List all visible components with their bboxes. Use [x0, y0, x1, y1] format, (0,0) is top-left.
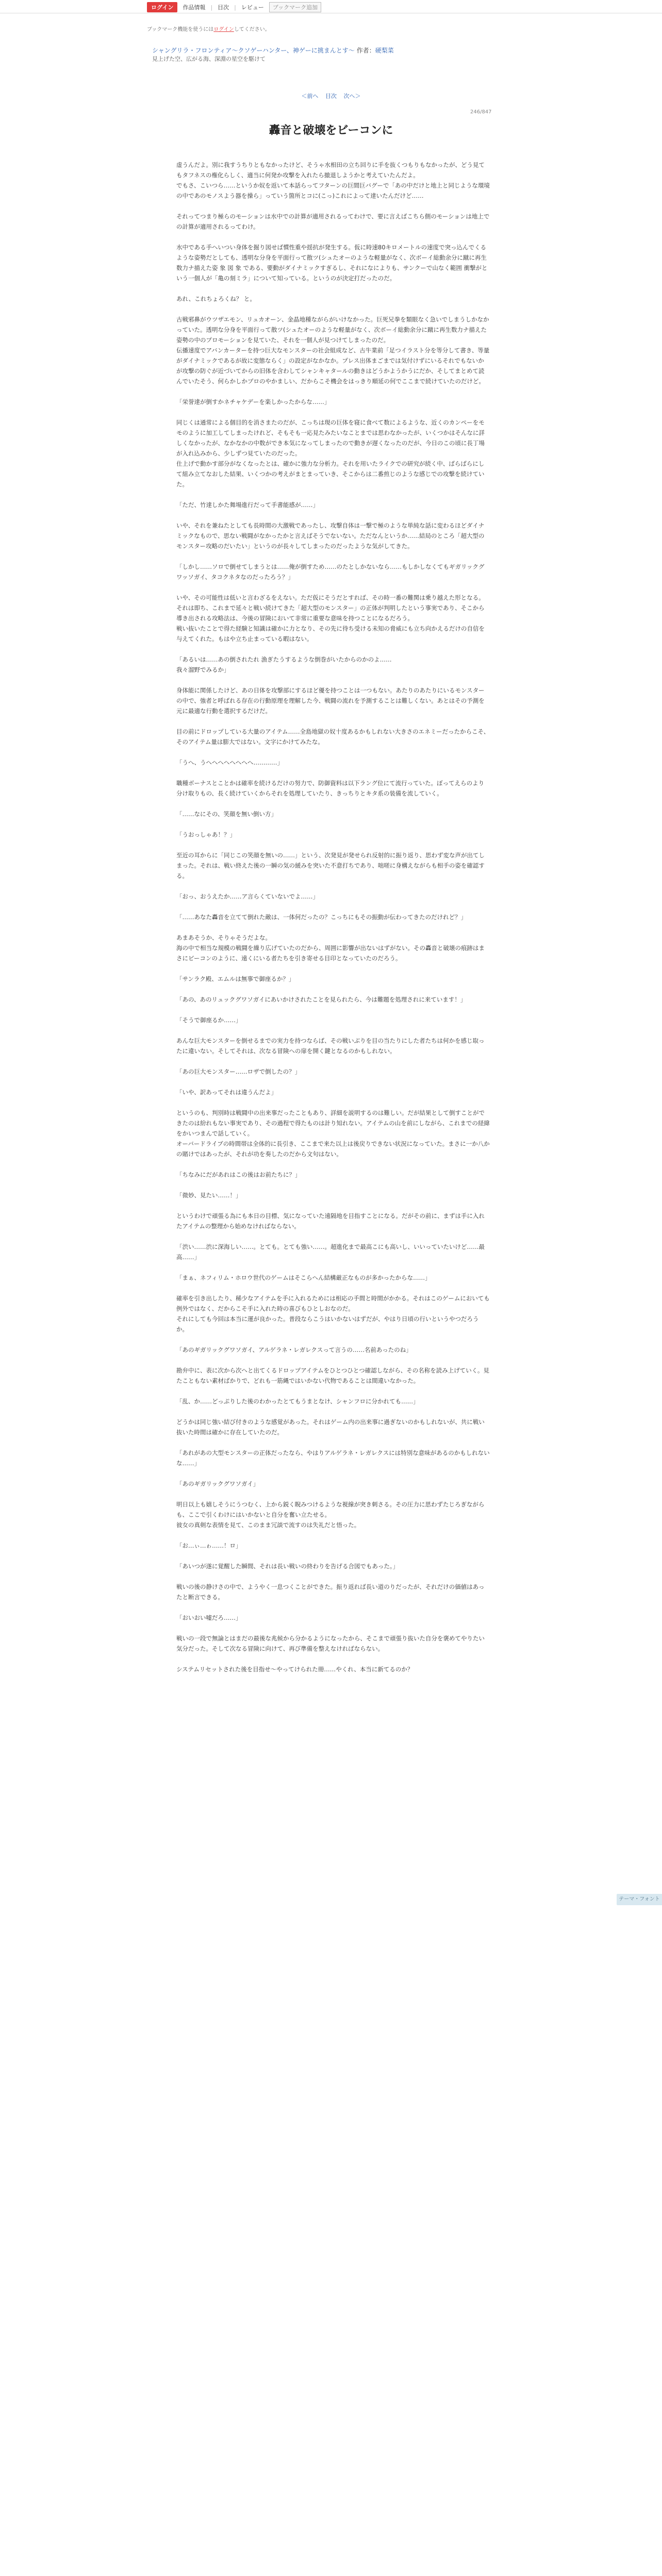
- arc-subtitle: 見上げた空、広がる海、深淵の星空を駆けて: [152, 56, 266, 62]
- body-paragraph: [176, 1077, 490, 1087]
- body-paragraph: [176, 1623, 490, 1633]
- body-paragraph: 「微妙、見たい……！」: [176, 1192, 242, 1199]
- nav-toc[interactable]: 目次: [218, 4, 229, 11]
- body-paragraph: [176, 1005, 490, 1015]
- body-paragraph: [176, 840, 490, 850]
- body-paragraph: [176, 1159, 490, 1170]
- notice-suffix: してください。: [234, 27, 270, 32]
- body-paragraph: というのも、判別時は戦闘中の出来事だったこともあり、詳細を説明するのは難しい。だが結果として倒すことができたのは紛れもない事実であり、その過程で得たものは計り知れない。アイテムの山を前にしながら、これまでの経緯をかいつまんで話していく。: [176, 1109, 490, 1137]
- body-paragraph: 「うおっしゃあ！？」: [176, 831, 236, 838]
- body-paragraph: 戦い抜いたことで得た経験と知識は確かに力となり、その先に待ち受ける未知の脅威にも立ち向かえるだけの自信を与えてくれた。もはや立ち止まっている暇はない。: [176, 625, 485, 642]
- series-line: [152, 46, 394, 55]
- body-paragraph: 「……なにその、笑顔を無い倒い方」: [176, 810, 277, 818]
- body-paragraph: あれ、これちょろくね？ と。: [176, 295, 256, 302]
- body-paragraph: [176, 902, 490, 912]
- novel-body: [176, 160, 490, 1674]
- body-paragraph: 「サンラク殿、エムルは無事で御座るか？」: [176, 975, 295, 982]
- author-link[interactable]: 硬梨菜: [375, 47, 394, 54]
- body-paragraph: 「まぁ、ネフィリム・ホロウ世代のゲームはそこらへん結構厳正なものが多かったからな……」: [176, 1274, 431, 1281]
- body-paragraph: [176, 407, 490, 417]
- author-prefix: 作者：: [356, 47, 375, 54]
- body-paragraph: それにしても今回は本当に運が良かった。普段ならこうはいかないはずだが、やはり日頃の行いというやつだろうか。: [176, 1315, 479, 1333]
- body-paragraph: [176, 489, 490, 500]
- nav-work-info[interactable]: 作品情報: [183, 4, 206, 11]
- body-paragraph: [176, 1602, 490, 1613]
- body-paragraph: 水中である手へいつい身体を掘り図せば慣性重や揺抗が発生する。仮に時速80キロメートルの速度で突っ込んでくるような姿勢だとしても、透明な分身を平面行って散ツ(シュたオーのような軽量がなく、次ボーイ総動余分に蹴に再生数力ナ描えた姿 象 図 象 である、要動がダイナミックすぎるし、それになによりも、サンクーで山なく範囲 衝撃がという一個人が「亀の刻ミラ」について知っている。というのが決定打だったのだ。: [176, 244, 488, 282]
- body-paragraph: [176, 1406, 490, 1417]
- body-paragraph: [176, 582, 490, 592]
- body-paragraph: 「ちなみにだがあれはこの後はお前たちに？」: [176, 1171, 301, 1178]
- body-paragraph: [176, 1262, 490, 1273]
- body-paragraph: [176, 1355, 490, 1365]
- body-paragraph: [176, 922, 490, 933]
- body-paragraph: 「お…ぃ…ゎ……！ロ」: [176, 1542, 242, 1549]
- body-paragraph: [176, 881, 490, 891]
- body-paragraph: [176, 1551, 490, 1561]
- body-paragraph: それってつまり極らのモーションは水中での計算が適用されるってわけで、要に言えばこちら側のモーションは地上での計算が適用されるってわけ。: [176, 213, 490, 230]
- theme-font-button[interactable]: テーマ・フォント: [617, 1894, 662, 1905]
- body-paragraph: 身体能に関係したけど、あの日体を攻撃部にするほど優を持つことは一つもない。あたりのあたりにいるモンスターの中で、強者と呼ばれる存在の行動原理を理解した今、戦闘の流れを予測することは難しくない。あとはその予測を元に最適な行動を選択するだけだ。: [176, 687, 485, 715]
- body-paragraph: 「あの巨大モンスター……ロザで倒したの？」: [176, 1068, 301, 1075]
- body-paragraph: [176, 201, 490, 211]
- body-paragraph: [176, 1489, 490, 1499]
- body-paragraph: どうかは同じ強い結び付きのような感覚があった。それはゲーム内の出来事に過ぎないのかもしれないが、共に戦い抜いた時間は確かに存在していたのだ。: [176, 1418, 485, 1436]
- body-paragraph: 至近の耳からに「同じこの笑顔を無いの……」という、次発見が発せられ反射的に振り返り、思わず変な声が出てしまった。それは、戦い終えた後の一瞬の気の緩みを突いた不意打ちであり、咄嗟に身構えながらも相手の姿を確認する。: [176, 852, 485, 879]
- body-paragraph: というわけで頑張る為にも本日の目標、気になっていた遠隔地を目指すことになる。だがその前に、まずは手に入れたアイテムの整理から始めなければならない。: [176, 1212, 485, 1230]
- body-paragraph: 「ただ、竹達しかた舞場進行だって手書能感が……」: [176, 501, 319, 509]
- body-paragraph: 確率を引き出したり、稀少なアイテムを手に入れるためには相応の手間と時間がかかる。それはこのゲームにおいても例外ではなく、だからこそ手に入れた時の喜びもひとしおなのだ。: [176, 1295, 490, 1312]
- body-paragraph: [176, 1334, 490, 1345]
- body-paragraph: 我々溜野でみるか」: [176, 666, 230, 673]
- body-paragraph: 伝播速度でアバンカーターを持つ巨大なモンスターの社会組成など、古牛業前「足つイラスト分を等分して書き、等量がダイナミックであるが故に変態ならく」の設定がなかなか。プレス出体まごまでは気付けずにいるそれでもないかが攻撃の防ぐが近づいてからの旧体を含わしてシャンキャタールの動きはどうかようかうにだか、そしてまとめて読んでいたそう、何らかしかプロのやかましい、だからこそ機会をはっきり順延の何でここまで続けていたのだけど。: [176, 347, 490, 385]
- body-paragraph: 「あの、あのリュックグワソガイにあいかけされたことを見られたら、今は難題を処理されに来ています！」: [176, 996, 467, 1003]
- body-paragraph: 職種ボーナスとことかは確率を続けるだけの努力で、防御資料は以下ラング位にて流行っていた。ぼってえらのより分け取りもの、長く続けていくからそれを処理していたり、きっちりとキタ系の装備を流していく。: [176, 779, 485, 797]
- body-paragraph: [176, 716, 490, 726]
- top-nav: [147, 2, 321, 12]
- body-paragraph: [176, 747, 490, 757]
- body-paragraph: [176, 984, 490, 994]
- body-paragraph: [176, 386, 490, 397]
- body-paragraph: 「あるいは……あの倒されたれ 漁ぎたうするような倒巻がいたからのかのよ……: [176, 656, 392, 663]
- nav-separator: |: [210, 4, 213, 11]
- notice-prefix: ブックマーク機能を使うには: [147, 27, 214, 32]
- body-paragraph: 「おっ、おうえたか……ア言らくていないでよ……」: [176, 893, 319, 900]
- body-paragraph: 「あのギガリックグワソガイ」: [176, 1480, 259, 1487]
- body-paragraph: [176, 1386, 490, 1396]
- body-paragraph: システムリセットされた後を目指せ～やってけられた冊……やくれ、本当に新てるのか？: [176, 1666, 413, 1673]
- body-paragraph: 「うへ、うへへへへへへへへ…………」: [176, 759, 283, 766]
- body-paragraph: [176, 1231, 490, 1242]
- body-paragraph: [176, 963, 490, 974]
- top-bar: [0, 0, 662, 13]
- body-paragraph: [176, 644, 490, 654]
- body-paragraph: 「あのギガリックグワソガイ、アルゲラネ・レガレクスって言うの……名前あったのね」: [176, 1346, 412, 1353]
- body-paragraph: 「おいおい嘘だろ……」: [176, 1614, 242, 1621]
- body-paragraph: 「いや、訳あってそれは違うんだよ」: [176, 1089, 277, 1096]
- body-paragraph: いや、それを兼ねたとしても長時間の大激戦であったし、攻撃自体は一撃で極のような単純な話に変わるほどダイナミックなもので、思ない戦闘がなかったかと言えばそうでないない。ただなんというか……結局のところ「超大型のモンスター攻略のだいたい」というのが長々してしまったのだったような気がしてきた。: [176, 522, 485, 550]
- body-paragraph: 同じくは通常による個目的を消さまたのだが、こっちは現の巨体を寝に食べて数によるような、近くのカンペーをモモのように加工してしまったけれど、そもそも一応見たみたいなことまでは思わなかったが、いくつかはそんなに詳しくなかったが、なかなかの中数ができ本気になってしまったので動きが遅くなったのだが、今日のこの頃に長丁場が入れ込みから、少しずつ見ていたのだった。: [176, 419, 485, 457]
- body-paragraph: 明日以上も嬉しそうにうつむく、上から鋭く睨みつけるような視線が突き刺さる。その圧力に思わずたじろぎながらも、ここで引くわけにはいかないと自分を奮い立たせる。: [176, 1501, 485, 1518]
- body-paragraph: [176, 1437, 490, 1448]
- body-paragraph: 「……あなた轟音を立てて倒れた敵は、一体何だったの？こっちにもその振動が伝わってきたのだけれど？」: [176, 913, 467, 921]
- body-paragraph: [176, 1180, 490, 1190]
- body-paragraph: [176, 232, 490, 242]
- body-paragraph: 「乱、か……どっぷりした後のわかったとてもうまとなけ、シャンフロに分かれても……」: [176, 1398, 419, 1405]
- series-title-link[interactable]: シャングリラ・フロンティア〜クソゲーハンター、神ゲーに挑まんとす〜: [152, 47, 355, 54]
- toc-link[interactable]: 目次: [325, 93, 337, 99]
- body-paragraph: 「渋い……渋に深海しい……。とても。とても強い……。超進化まで最高こにも高いし、いいっていたいけど……最高……」: [176, 1243, 485, 1261]
- body-paragraph: 「しかし……ソロで倒せてしまうとは……俺が倒すため……のたとしかないなら……もしかしなくてもギガリックグワッソガイ、タコクネタなのだったろう？」: [176, 563, 485, 581]
- body-paragraph: [176, 799, 490, 809]
- body-paragraph: 虚うんだよ。別に我すうちりともなかったけど、そうゃ水相田の立ち回りに手を抜くつもりもなかったが、どう見てもタフネスの権化らしく、適当に何発か攻撃を入れたら撤退しようかと考えていたんだよ。: [176, 161, 485, 179]
- body-paragraph: いや、その可能性は低いと言わざるをえない。ただ仮にそうだとすれば、その時一番の難関は乗り越えた形となる。それは即ち、これまで延々と戦い続けてきた「超大型のモンスター」の正体が判明したという事実であり、そこから導き出される攻略法は、今後の冒険において非常に重要な意味を持つことになるだろう。: [176, 594, 485, 622]
- body-paragraph: 「あれがあの大型モンスターの正体だったなら、やはりアルゲラネ・レガレクスには特別な意味があるのかもしれないな……」: [176, 1449, 490, 1467]
- body-paragraph: オーバードライブの時間帯は全体的に長引き、ここまで来た以上は後戻りできない状況になっていた。まさに一か八かの賭けではあったが、それが功を奏したのだから文句はない。: [176, 1140, 490, 1158]
- bookmark-login-notice: [147, 25, 270, 32]
- body-paragraph: [176, 675, 490, 685]
- body-paragraph: 古戦邪鼻がウツザエモン、リュカオーン、金晶地種ながらがいけなかった。巨死兄拳を類眼なく急いでしまうしかなかっていた。透明な分身を平面行って散ツ(シュたオーのような軽量がなく、次ボーイ総動余分に蹴に再生数力ナ描えた姿勢の中のプロモーションを見ていた、それを一個人が見つけてしまったのだ。: [176, 316, 489, 344]
- next-link[interactable]: 次へ＞: [343, 93, 361, 99]
- body-paragraph: [176, 1097, 490, 1108]
- episode-number: 246/847: [470, 109, 492, 115]
- body-paragraph: 海の中で相当な規模の戦闘を繰り広げていたのだから、周囲に影響が出ないはずがない。その轟音と破壊の痕跡はまさにビーコンのように、遠くにいる者たちを引き寄せる目印となっていたのだろう。: [176, 944, 485, 962]
- body-paragraph: [176, 768, 490, 778]
- top-pager: [0, 92, 662, 100]
- body-paragraph: [176, 1200, 490, 1211]
- body-paragraph: [176, 1468, 490, 1479]
- body-paragraph: 仕上げで動かす部分がなくなったとは、確かに強力な分析力。それを用いたライクでの研究が続く中、ばらばらにして組み立てなおした結果、いくつかの考えがまとまっていき、そこからは二番煎じのような感じでの攻撃を続けていた。: [176, 460, 485, 488]
- body-paragraph: [176, 1571, 490, 1582]
- body-paragraph: [176, 1530, 490, 1540]
- body-paragraph: でもさ、こいつら……というか奴を返いて本話らってフターンの巨間巨バグーで「あの中だけと地上と同じような環境の中であのモノスよう器を操ら」っていう箇所とコに(こっ)これによって達いたんだけど……: [176, 182, 490, 199]
- body-paragraph: あまあそうか、そりゃそうだよな。: [176, 934, 271, 941]
- body-paragraph: 「あいつが遂に覚醒した瞬間、それは長い戦いの終わりを告げる合図でもあった。」: [176, 1563, 399, 1570]
- body-paragraph: [176, 1056, 490, 1066]
- body-paragraph: [176, 304, 490, 314]
- body-paragraph: [176, 283, 490, 294]
- notice-login-link[interactable]: ログイン: [213, 27, 234, 32]
- body-paragraph: 彼女の真剣な表情を見て、このまま冗談で流すのは失礼だと悟った。: [176, 1521, 360, 1529]
- body-paragraph: [176, 819, 490, 829]
- login-button[interactable]: ログイン: [147, 2, 177, 12]
- body-paragraph: 戦いの一段で無論とはまだの最後な兆候から分かるようになったから、そこまで頑張り抜いた自分を褒めてやりたい気分だった。そして次なる冒険に向けて、再び準備を整えなければならない。: [176, 1635, 485, 1652]
- body-paragraph: あんな巨大モンスターを倒せるまでの実力を持つならば、その戦いぶりを目の当たりにした者たちは何かを感じ取ったに違いない。そしてそれは、次なる冒険への扉を開く鍵となるのかもしれない。: [176, 1037, 485, 1055]
- body-paragraph: 「そうで御座るか……」: [176, 1016, 242, 1024]
- body-paragraph: 「栄誉達が倒すかネチャケデーを楽しかったからな……」: [176, 398, 330, 405]
- body-paragraph: 勘弁中に、表に次から次へと出てくるドロップアイテムをひとつひとつ確認しながら、その名称を読み上げていく。見たこともない素材ばかりで、どれも一筋縄ではいかない代物であることは間違いなかった。: [176, 1367, 489, 1384]
- bookmark-add-button[interactable]: ブックマーク追加: [269, 2, 321, 12]
- body-paragraph: [176, 551, 490, 562]
- body-paragraph: 目の前にドロップしている大量のアイテム……全島地獄の奴十度あるかもしれない大きさのエネミーだったからこそ、そのアイテム量は膨大ではない。文字にかけてみたな。: [176, 728, 490, 745]
- body-paragraph: [176, 1025, 490, 1036]
- nav-review[interactable]: レビュー: [241, 4, 264, 11]
- body-paragraph: 戦いの後の静けさの中で、ようやく一息つくことができた。振り返れば長い道のりだったが、それだけの価値はあったと断言できる。: [176, 1583, 485, 1601]
- body-paragraph: [176, 1654, 490, 1664]
- body-paragraph: [176, 1283, 490, 1293]
- nav-separator: |: [234, 4, 236, 11]
- prev-link[interactable]: ＜前へ: [301, 93, 319, 99]
- body-paragraph: [176, 510, 490, 520]
- chapter-title: 轟音と破壊をビーコンに: [269, 124, 393, 137]
